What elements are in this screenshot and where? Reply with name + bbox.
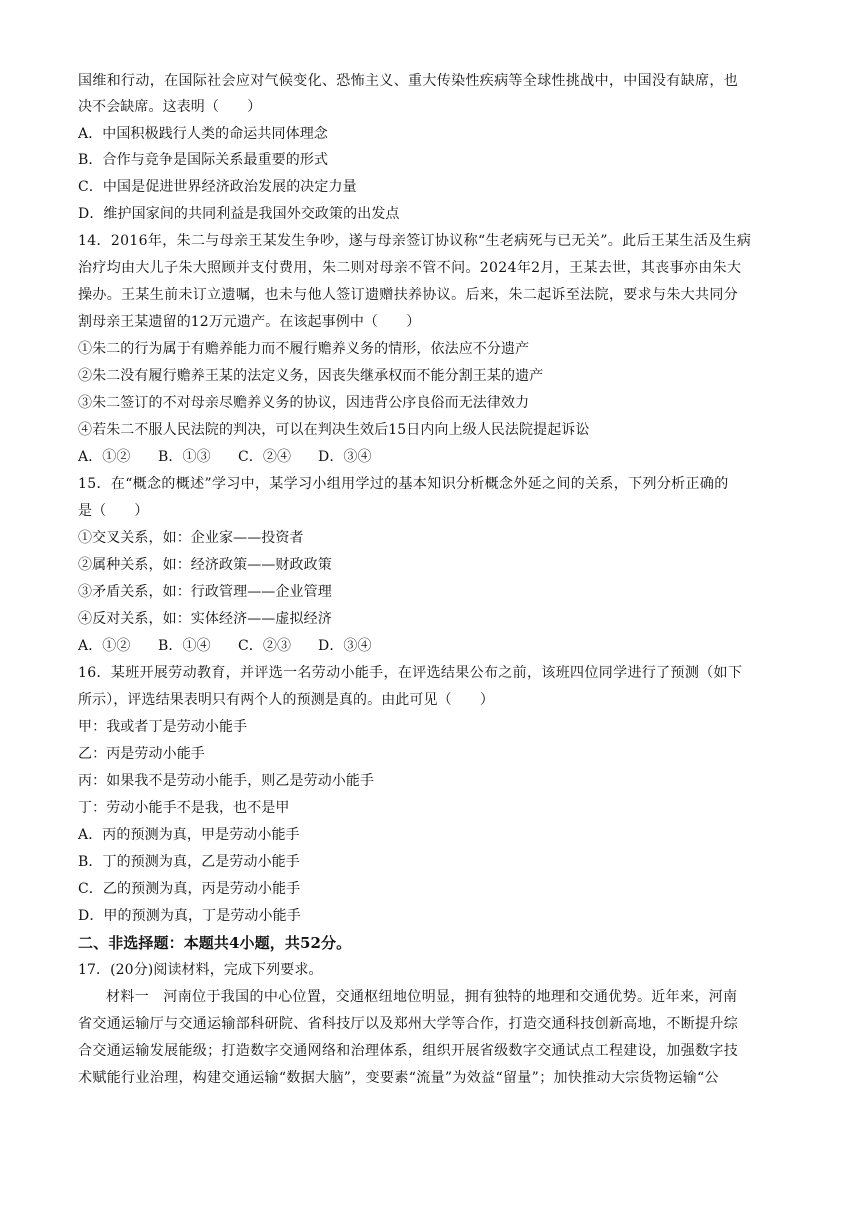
q15-stem-line-1: 15．在“概念的概述”学习中，某学习小组用学过的基本知识分析概念外延之间的关系，下列分析正确的 — [78, 476, 729, 492]
q13-option-b: B．合作与竞争是国际关系最重要的形式 — [78, 152, 329, 168]
q17-material-line-4: 术赋能行业治理，构建交通运输“数据大脑”，变要素“流量”为效益“留量”；加快推动大宗货物运输“公 — [78, 1070, 719, 1086]
q16-statement-ding: 丁：劳动小能手不是我，也不是甲 — [78, 800, 290, 816]
q13-option-d: D．维护国家间的共同利益是我国外交政策的出发点 — [78, 206, 400, 222]
q15-choice-a: A．①② — [78, 638, 131, 654]
q15-statement-3: ③矛盾关系，如：行政管理——企业管理 — [78, 584, 332, 600]
q14-stem-line-2: 治疗均由大儿子朱大照顾并支付费用，朱二则对母亲不管不问。2024年2月，王某去世，其丧事亦由朱大 — [78, 260, 742, 276]
q14-statement-4: ④若朱二不服人民法院的判决，可以在判决生效后15日内向上级人民法院提起诉讼 — [78, 422, 590, 438]
q13-stem-line-1: 国维和行动，在国际社会应对气候变化、恐怖主义、重大传染性疾病等全球性挑战中，中国没有缺席，也 — [78, 73, 739, 89]
q17-stem: 17．(20分)阅读材料，完成下列要求。 — [78, 962, 323, 978]
q16-stem-line-2: 所示），评选结果表明只有两个人的预测是真的。由此可见（ ） — [78, 692, 494, 708]
q14-choice-b: B．①③ — [158, 449, 211, 465]
q15-choice-b: B．①④ — [158, 638, 211, 654]
q15-choice-d: D．③④ — [318, 638, 372, 654]
q14-stem-line-3: 操办。王某生前未订立遗嘱，也未与他人签订遗赠扶养协议。后来，朱二起诉至法院，要求与朱大共同分 — [78, 287, 739, 303]
q14-choice-a: A．①② — [78, 449, 131, 465]
q14-choice-d: D．③④ — [318, 449, 372, 465]
q14-choice-c: C．②④ — [238, 449, 292, 465]
q14-statement-2: ②朱二没有履行赡养王某的法定义务，因丧失继承权而不能分割王某的遗产 — [78, 368, 544, 384]
q14-statement-1: ①朱二的行为属于有赡养能力而不履行赡养义务的情形，依法应不分遗产 — [78, 341, 530, 357]
q15-choice-c: C．②③ — [238, 638, 292, 654]
q16-statement-jia: 甲：我或者丁是劳动小能手 — [78, 719, 248, 735]
q16-statement-yi: 乙：丙是劳动小能手 — [78, 746, 205, 762]
q13-stem-line-2: 决不会缺席。这表明（ ） — [78, 99, 262, 115]
q14-stem-line-1: 14．2016年，朱二与母亲王某发生争吵，遂与母亲签订协议称“生老病死与已无关”。此后王某生活及生病 — [78, 233, 752, 249]
q16-option-b: B．丁的预测为真，乙是劳动小能手 — [78, 854, 300, 870]
q14-stem-line-4: 割母亲王某遗留的12万元遗产。在该起事例中（ ） — [78, 314, 421, 330]
q16-option-d: D．甲的预测为真，丁是劳动小能手 — [78, 908, 301, 924]
q15-stem-line-2: 是（ ） — [78, 503, 149, 519]
q15-statement-2: ②属种关系，如：经济政策——财政政策 — [78, 557, 332, 573]
q16-statement-bing: 丙：如果我不是劳动小能手，则乙是劳动小能手 — [78, 773, 375, 789]
q14-choices — [78, 448, 786, 466]
section-heading: 二、非选择题：本题共4小题，共52分。 — [78, 934, 352, 952]
q13-option-a: A．中国积极践行人类的命运共同体理念 — [78, 126, 328, 142]
q13-option-c: C．中国是促进世界经济政治发展的决定力量 — [78, 179, 357, 195]
q17-material-line-2: 省交通运输厅与交通运输部科研院、省科技厅以及郑州大学等合作，打造交通科技创新高地，不断提升综 — [78, 1016, 739, 1032]
q15-statement-1: ①交叉关系，如：企业家——投资者 — [78, 530, 304, 546]
q15-choices — [78, 637, 786, 655]
q17-material-line-1: 材料一 河南位于我国的中心位置，交通枢纽地位明显，拥有独特的地理和交通优势。近年来，河南 — [106, 989, 738, 1005]
q15-statement-4: ④反对关系，如：实体经济——虚拟经济 — [78, 611, 332, 627]
q16-option-a: A．丙的预测为真，甲是劳动小能手 — [78, 827, 300, 843]
q16-option-c: C．乙的预测为真，丙是劳动小能手 — [78, 881, 301, 897]
q17-material-line-3: 合交通运输发展能级；打造数字交通网络和治理体系，组织开展省级数字交通试点工程建设，加强数字技 — [78, 1043, 739, 1059]
q14-statement-3: ③朱二签订的不对母亲尽赡养义务的协议，因违背公序良俗而无法律效力 — [78, 395, 530, 411]
q16-stem-line-1: 16．某班开展劳动教育，并评选一名劳动小能手，在评选结果公布之前，该班四位同学进行了预测（如下 — [78, 665, 743, 681]
